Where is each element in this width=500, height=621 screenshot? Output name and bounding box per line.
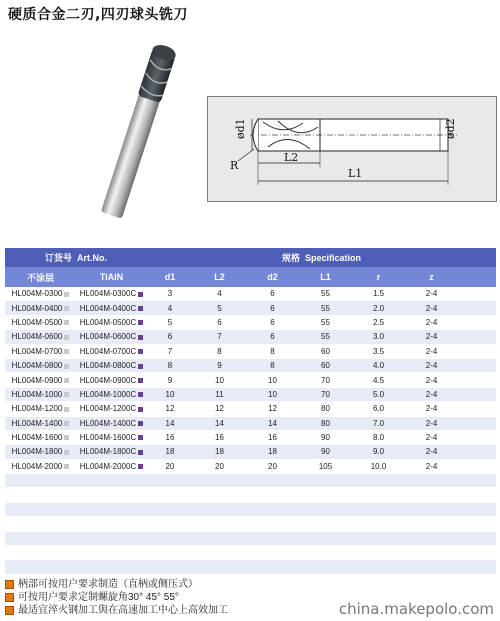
table-cell-d2: 6: [246, 301, 299, 315]
table-row: [5, 287, 496, 301]
tialn-marker-icon: [138, 349, 143, 354]
table-cell-d2: 8: [246, 344, 299, 358]
note-item: [5, 591, 228, 604]
table-cell-l1: 55: [299, 301, 352, 315]
table-cell-l2: 9: [193, 358, 246, 372]
table-row: [5, 344, 496, 358]
table-cell-r: 3.0: [352, 330, 405, 344]
table-row: [5, 301, 496, 315]
order-number-header: 订货号 Art.No.: [5, 248, 147, 267]
table-row-empty: [5, 502, 496, 516]
table-cell-z: 2-4: [405, 387, 458, 401]
uncoated-marker-icon: [64, 306, 69, 311]
table-cell-z: 2-4: [405, 330, 458, 344]
table-cell-l2: 6: [193, 315, 246, 329]
tialn-marker-icon: [138, 450, 143, 455]
end-mill-photo: [60, 40, 200, 220]
table-cell-uncoated: HL004M-1000: [5, 387, 76, 401]
table-cell-tialn: HL004M-1800C: [76, 445, 147, 459]
table-cell-l2: 8: [193, 344, 246, 358]
table-cell-l2: 14: [193, 416, 246, 430]
note-item: [5, 578, 228, 591]
table-cell-z: 2-4: [405, 402, 458, 416]
table-cell-l2: 4: [193, 287, 246, 301]
tialn-marker-icon: [138, 320, 143, 325]
table-cell-z: 2-4: [405, 445, 458, 459]
table-cell-d1: 9: [147, 373, 193, 387]
page-title: 硬质合金二刃,四刃球头铣刀: [8, 7, 188, 23]
table-cell-l2: 18: [193, 445, 246, 459]
table-cell-l2: 10: [193, 373, 246, 387]
specification-table: [5, 248, 496, 589]
table-cell-uncoated: HL004M-0600: [5, 330, 76, 344]
col-l2: L2: [193, 267, 246, 287]
table-cell-d1: 18: [147, 445, 193, 459]
table-cell-l1: 90: [299, 445, 352, 459]
bullet-icon: [5, 606, 14, 615]
table-cell-l1: 55: [299, 287, 352, 301]
table-cell-d1: 3: [147, 287, 193, 301]
table-row: [5, 416, 496, 430]
table-cell-r: 8.0: [352, 430, 405, 444]
table-cell-tialn: HL004M-1600C: [76, 430, 147, 444]
col-d2: d2: [246, 267, 299, 287]
col-uncoated: 不涂层: [5, 267, 76, 287]
note-text: 可按用户要求定制螺旋角30° 45° 55°: [18, 592, 179, 603]
table-cell-l2: 7: [193, 330, 246, 344]
bullet-icon: [5, 580, 14, 589]
table-cell-tialn: HL004M-1000C: [76, 387, 147, 401]
table-cell-l2: 16: [193, 430, 246, 444]
table-cell-d1: 10: [147, 387, 193, 401]
table-cell-l1: 70: [299, 387, 352, 401]
table-cell-d2: 10: [246, 373, 299, 387]
table-cell-r: 6.0: [352, 402, 405, 416]
uncoated-marker-icon: [64, 349, 69, 354]
table-cell-l2: 20: [193, 459, 246, 473]
table-row-empty: [5, 560, 496, 574]
tialn-marker-icon: [138, 392, 143, 397]
table-cell-tialn: HL004M-0300C: [76, 287, 147, 301]
dimension-diagram: [207, 96, 497, 202]
table-cell-d1: 5: [147, 315, 193, 329]
table-cell-d2: 6: [246, 287, 299, 301]
col-l1: L1: [299, 267, 352, 287]
table-cell-d2: 12: [246, 402, 299, 416]
uncoated-marker-icon: [64, 407, 69, 412]
col-z: z: [405, 267, 458, 287]
table-cell-uncoated: HL004M-2000: [5, 459, 76, 473]
table-cell-tialn: HL004M-0700C: [76, 344, 147, 358]
table-cell-tialn: HL004M-0400C: [76, 301, 147, 315]
d2-label: ød2: [444, 118, 457, 139]
table-cell-tialn: HL004M-1200C: [76, 402, 147, 416]
note-item: [5, 604, 228, 617]
uncoated-marker-icon: [64, 378, 69, 383]
table-cell-l1: 55: [299, 315, 352, 329]
table-row-empty: [5, 474, 496, 488]
table-cell-l1: 55: [299, 330, 352, 344]
table-cell-d2: 14: [246, 416, 299, 430]
tialn-marker-icon: [138, 378, 143, 383]
table-cell-z: 2-4: [405, 287, 458, 301]
table-cell-uncoated: HL004M-0800: [5, 358, 76, 372]
table-cell-uncoated: HL004M-0700: [5, 344, 76, 358]
table-cell-l1: 60: [299, 358, 352, 372]
table-cell-z: 2-4: [405, 459, 458, 473]
table-row: [5, 373, 496, 387]
table-cell-l1: 105: [299, 459, 352, 473]
tialn-marker-icon: [138, 407, 143, 412]
table-cell-z: 2-4: [405, 344, 458, 358]
table-cell-l2: 12: [193, 402, 246, 416]
table-row: [5, 430, 496, 444]
uncoated-marker-icon: [64, 320, 69, 325]
table-cell-r: 5.0: [352, 387, 405, 401]
tialn-marker-icon: [138, 435, 143, 440]
d1-label: ød1: [234, 118, 247, 139]
table-cell-d1: 7: [147, 344, 193, 358]
table-row-empty: [5, 488, 496, 502]
tialn-marker-icon: [138, 364, 143, 369]
table-cell-r: 2.5: [352, 315, 405, 329]
table-cell-l1: 80: [299, 402, 352, 416]
tialn-marker-icon: [138, 464, 143, 469]
table-cell-z: 2-4: [405, 373, 458, 387]
table-cell-d2: 20: [246, 459, 299, 473]
table-cell-tialn: HL004M-1400C: [76, 416, 147, 430]
table-row: [5, 459, 496, 473]
table-cell-d2: 18: [246, 445, 299, 459]
table-cell-r: 3.5: [352, 344, 405, 358]
uncoated-marker-icon: [64, 450, 69, 455]
table-cell-d1: 16: [147, 430, 193, 444]
table-row-empty: [5, 531, 496, 545]
watermark: china.makepolo.com: [338, 600, 494, 618]
table-cell-uncoated: HL004M-0500: [5, 315, 76, 329]
table-row-empty: [5, 517, 496, 531]
uncoated-marker-icon: [64, 292, 69, 297]
uncoated-marker-icon: [64, 392, 69, 397]
table-row: [5, 387, 496, 401]
table-cell-r: 7.0: [352, 416, 405, 430]
table-cell-z: 2-4: [405, 430, 458, 444]
table-cell-d1: 4: [147, 301, 193, 315]
table-cell-z: 2-4: [405, 315, 458, 329]
table-cell-d1: 12: [147, 402, 193, 416]
table-cell-d2: 6: [246, 315, 299, 329]
table-cell-z: 2-4: [405, 358, 458, 372]
table-cell-uncoated: HL004M-1400: [5, 416, 76, 430]
uncoated-marker-icon: [64, 335, 69, 340]
table-cell-l2: 11: [193, 387, 246, 401]
table-cell-z: 2-4: [405, 301, 458, 315]
table-cell-tialn: HL004M-2000C: [76, 459, 147, 473]
table-cell-d2: 10: [246, 387, 299, 401]
tialn-marker-icon: [138, 306, 143, 311]
uncoated-marker-icon: [64, 421, 69, 426]
table-cell-l1: 90: [299, 430, 352, 444]
table-cell-uncoated: HL004M-0900: [5, 373, 76, 387]
table-cell-l2: 5: [193, 301, 246, 315]
table-cell-uncoated: HL004M-0300: [5, 287, 76, 301]
table-cell-l1: 60: [299, 344, 352, 358]
col-blank: [458, 267, 496, 287]
specification-header: 规格 Specification: [147, 248, 496, 267]
table-cell-r: 4.0: [352, 358, 405, 372]
tialn-marker-icon: [138, 335, 143, 340]
table-cell-d2: 16: [246, 430, 299, 444]
table-cell-d2: 6: [246, 330, 299, 344]
table-row: [5, 315, 496, 329]
table-cell-uncoated: HL004M-1800: [5, 445, 76, 459]
uncoated-marker-icon: [64, 364, 69, 369]
tialn-marker-icon: [138, 292, 143, 297]
table-cell-d1: 20: [147, 459, 193, 473]
table-cell-uncoated: HL004M-1200: [5, 402, 76, 416]
notes-list: [5, 578, 228, 617]
table-cell-l1: 70: [299, 373, 352, 387]
table-cell-z: 2-4: [405, 416, 458, 430]
note-text: 柄部可按用户要求制造（直柄或侧压式）: [18, 579, 198, 590]
table-cell-uncoated: HL004M-1600: [5, 430, 76, 444]
table-row: [5, 330, 496, 344]
table-cell-tialn: HL004M-0800C: [76, 358, 147, 372]
table-cell-tialn: HL004M-0900C: [76, 373, 147, 387]
col-d1: d1: [147, 267, 193, 287]
table-cell-l1: 80: [299, 416, 352, 430]
table-cell-d2: 8: [246, 358, 299, 372]
table-cell-r: 10.0: [352, 459, 405, 473]
table-cell-r: 4.5: [352, 373, 405, 387]
table-row-empty: [5, 546, 496, 560]
r-label: R: [230, 159, 239, 172]
note-text: 最适宜淬火钢加工與在高速加工中心上高效加工: [18, 605, 228, 616]
uncoated-marker-icon: [64, 464, 69, 469]
col-r: r: [352, 267, 405, 287]
col-tialn: TiAlN: [76, 267, 147, 287]
table-row: [5, 402, 496, 416]
table-cell-r: 1.5: [352, 287, 405, 301]
table-row: [5, 358, 496, 372]
table-cell-d1: 14: [147, 416, 193, 430]
table-cell-d1: 8: [147, 358, 193, 372]
table-cell-r: 2.0: [352, 301, 405, 315]
tialn-marker-icon: [138, 421, 143, 426]
table-cell-d1: 6: [147, 330, 193, 344]
table-cell-r: 9.0: [352, 445, 405, 459]
table-cell-uncoated: HL004M-0400: [5, 301, 76, 315]
table-row: [5, 445, 496, 459]
table-cell-tialn: HL004M-0500C: [76, 315, 147, 329]
table-cell-tialn: HL004M-0600C: [76, 330, 147, 344]
l1-label: L1: [348, 167, 363, 180]
uncoated-marker-icon: [64, 435, 69, 440]
bullet-icon: [5, 593, 14, 602]
l2-label: L2: [284, 151, 299, 164]
